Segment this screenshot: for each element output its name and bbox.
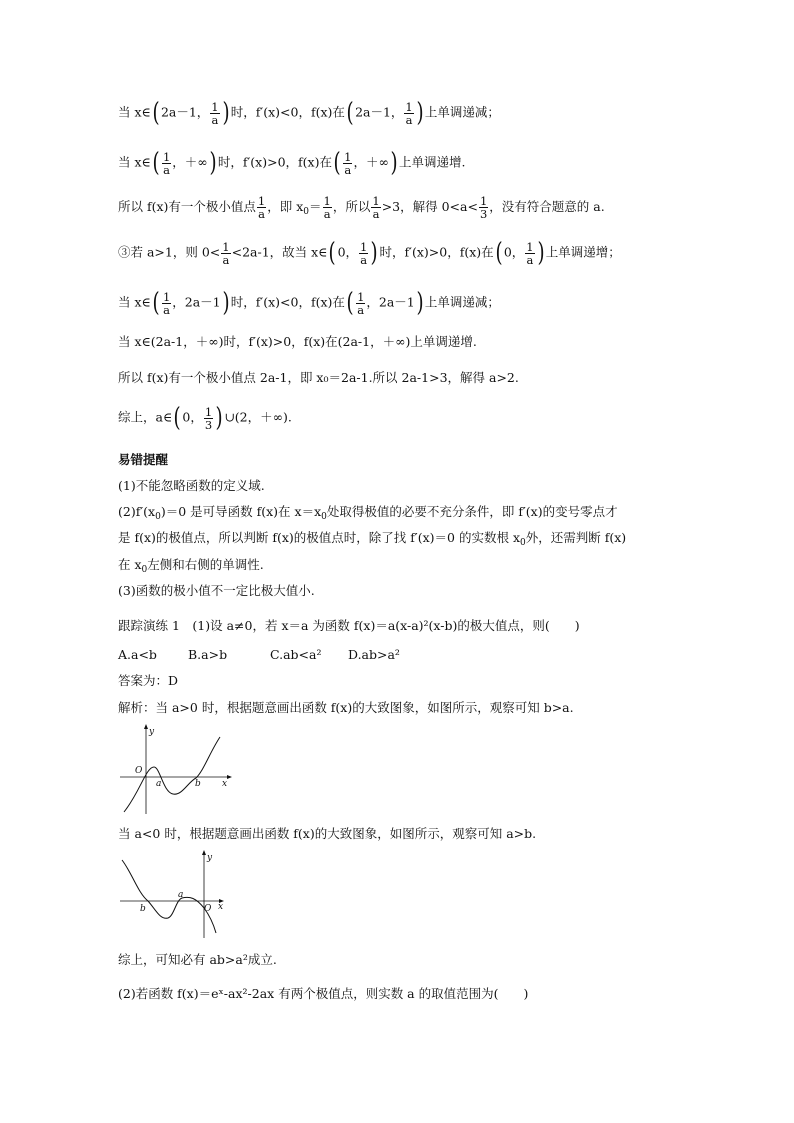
graph-2-y-label: y xyxy=(207,853,213,863)
tip-2c: 在 $x_0$左侧和右侧的单调性. xyxy=(118,557,264,575)
line-2: 当 x∈( $\frac{1}{a}$ ，＋∞) 时，f′(x)>0，f(x)在( $\frac{1}{a}$ ，＋∞) 上单调递增. xyxy=(118,148,466,178)
line-7: 所以 f(x)有一个极小值点 2a-1，即 x₀＝2a-1.所以 2a-1>3，解得 a>2. xyxy=(118,370,519,385)
option-c[interactable]: C.ab<a² xyxy=(270,647,322,662)
option-d[interactable]: D.ab>a² xyxy=(348,647,400,662)
conclusion: 综上，可知必有 ab>a²成立. xyxy=(118,952,277,967)
section-heading: 易错提醒 xyxy=(118,452,169,467)
option-b[interactable]: B.a>b xyxy=(188,647,228,662)
option-a[interactable]: A.a<b xyxy=(118,647,157,662)
graph-2 xyxy=(118,848,238,943)
graph-1-a-label: a xyxy=(156,779,162,789)
graph-2-x-label: x xyxy=(218,902,224,912)
line-1: 当 x∈( 2a－1， $\frac{1}{a}$ ) 时，f′(x)<0，f(x)在( 2a－1， $\frac{1}{a}$ ) 上单调递减； xyxy=(118,98,500,128)
question-1: 跟踪演练 1 (1)设 a≠0，若 x＝a 为函数 f(x)＝a(x-a)²(x-b)的极大值点，则( ) xyxy=(118,618,580,633)
graph-2-a-label: a xyxy=(178,890,184,900)
analysis-2: 当 a<0 时，根据题意画出函数 f(x)的大致图象，如图所示，观察可知 a>b. xyxy=(118,826,537,841)
graph-1 xyxy=(118,722,238,817)
tip-2b: 是 f(x)的极值点，所以判断 f(x)的极值点时，除了找 f′(x)＝0 的实数根 $x_0$外，还需判断 f(x) xyxy=(118,530,627,548)
graph-1-y-label: y xyxy=(149,727,155,737)
line-4: ③若 a>1，则 0< $\frac{1}{a}$ <2a-1，故当 x∈( 0， $\frac{1}{a}$ ) 时，f′(x)>0，f(x)在( 0， $\frac{1}{a}$ ) 上单调递增； xyxy=(118,238,621,268)
line-8: 综上，a∈( 0， $\frac{1}{3}$ ) ∪(2，＋∞). xyxy=(118,403,292,433)
graph-2-origin: O xyxy=(204,904,212,914)
options xyxy=(118,647,400,663)
analysis-1: 解析：当 a>0 时，根据题意画出函数 f(x)的大致图象，如图所示，观察可知 b>a. xyxy=(118,700,574,715)
line-3: 所以 f(x)有一个极小值点 $\frac{1}{a}$ ，即 $x_0=$ $\frac{1}{a}$ ，所以 $\frac{1}{a}$ >3，解得 0<a< $\frac{1}{3}$ ，没有符合题意的 a. xyxy=(118,194,605,221)
graph-1-b-label: b xyxy=(195,779,201,789)
line-6: 当 x∈(2a-1，＋∞)时，f′(x)>0，f(x)在(2a-1，＋∞)上单调递增. xyxy=(118,334,477,349)
tip-2a: $(2)f'(x_0)=0$ 是可导函数 f(x)在 $x=x_0$处取得极值的必要不充分条件，即 f′(x)的变号零点才 xyxy=(118,504,618,522)
graph-1-origin: O xyxy=(135,766,143,776)
graph-2-b-label: b xyxy=(140,904,146,914)
line-5: 当 x∈( $\frac{1}{a}$ ，2a－1) 时，f′(x)<0，f(x)在( $\frac{1}{a}$ ，2a－1) 上单调递减； xyxy=(118,288,500,318)
tip-1: (1)不能忽略函数的定义域. xyxy=(118,478,265,493)
graph-1-x-label: x xyxy=(222,779,228,789)
tip-3: (3)函数的极小值不一定比极大值小. xyxy=(118,583,315,598)
answer: 答案为：D xyxy=(118,673,179,688)
question-2: (2)若函数 f(x)＝eˣ-ax²-2ax 有两个极值点，则实数 a 的取值范围为( ) xyxy=(118,986,529,1001)
